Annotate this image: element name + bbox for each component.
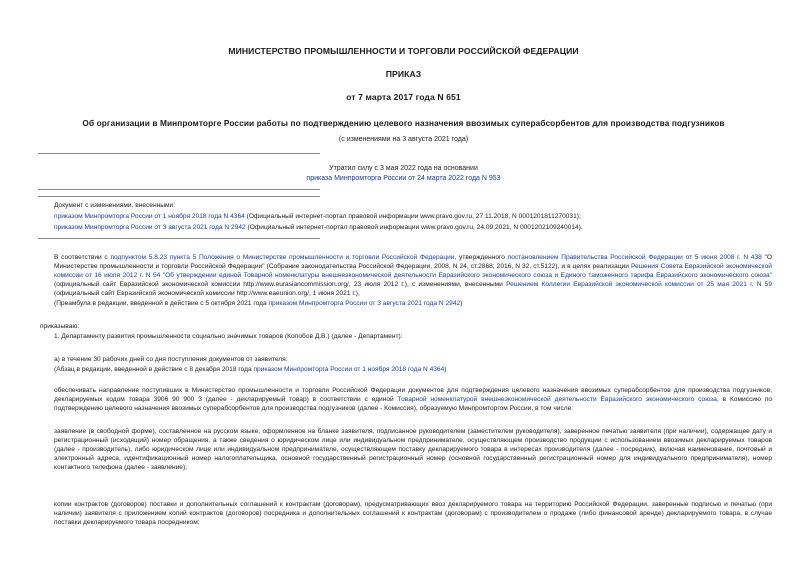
amendments-note: (с изменениями на 3 августа 2021 года) (338, 136, 469, 143)
preamble-link-decree[interactable]: постановлением Правительства Российской Федерации от 5 июня 2008 г. N 438 (507, 254, 762, 261)
doc-type-heading: ПРИКАЗ (385, 69, 422, 79)
change-item-1 (54, 212, 581, 221)
divider (38, 238, 320, 239)
change-item-2 (54, 223, 583, 232)
ensure-text: , в Комиссию по подтверждению целевого назначения ввозимых суперабсорбентов для производства подгузников (далее - Комиссия), образуемую Минпромторгом России, в том числе: (54, 396, 772, 412)
ensure-link-tnved[interactable]: Товарной номенклатурой внешнеэкономической деятельности Евразийского экономического союза (397, 396, 717, 403)
order-word: приказываю: (40, 323, 80, 330)
date-number-heading: от 7 марта 2017 года N 651 (346, 92, 461, 102)
abzac-link[interactable]: приказом Минпромторга России от 1 ноября 2018 года N 4364 (253, 366, 445, 373)
divider (38, 189, 320, 190)
preamble-link-statute[interactable]: подпунктом 5.8.23 пункта 5 Положения о Министерстве промышленности и торговли Российской Федерации (110, 254, 455, 261)
preamble-text: , утвержденного (454, 254, 508, 261)
changes-heading: Документ с изменениями, внесенными: (54, 202, 176, 209)
change-link-1[interactable]: приказом Минпромторга России от 1 ноября 2018 года N 4364 (54, 213, 245, 220)
change-text-1: (Официальный интернет-портал правовой информации www.pravo.gov.ru, 27.11.2018, N 0001201811270031); (244, 213, 581, 220)
edition-text: (Преамбула в редакции, введенной в действие с 5 октября 2021 года (54, 300, 269, 307)
item-1: 1. Департаменту развития промышленности социально значимых товаров (Колобов Д.В.) (далее - Департамент): (54, 333, 403, 340)
lost-force-line: Утратил силу с 3 мая 2022 года на основании (329, 165, 478, 172)
edition-end: ) (460, 300, 463, 307)
preamble-text: В соответствии с (54, 254, 111, 261)
lost-force-basis (0, 175, 807, 182)
basis-link[interactable]: приказа Минпромторга России от 24 марта 2022 года N 953 (306, 175, 501, 182)
document-title: Об организации в Минпромторге России работы по подтверждению целевого назначения ввозимых суперабсорбентов для производства подгузников (82, 118, 725, 128)
ministry-heading: МИНИСТЕРСТВО ПРОМЫШЛЕННОСТИ И ТОРГОВЛИ РОССИЙСКОЙ ФЕДЕРАЦИИ (228, 46, 579, 56)
change-link-2[interactable]: приказом Минпромторга России от 3 августа 2021 года N 2942 (54, 224, 246, 231)
preamble-text: "О Министерстве промышленности и торговли Российской Федерации" (Собрание законодательства Российской Федерации, 2008, N 24, ст.2868; 2016, N 32, ст.5122), и в целях реализации (54, 254, 773, 270)
preamble-paragraph (54, 253, 772, 298)
preamble-link-board-decision[interactable]: Решением Коллегии Евразийской экономической комиссии от 25 мая 2021 г. N 59 (506, 281, 772, 288)
ensure-paragraph (54, 386, 772, 413)
preamble-edition-note (54, 299, 462, 308)
item-a: а) в течение 30 рабочих дней со дня поступления документов от заявителя: (54, 356, 288, 363)
abzac-note (54, 365, 446, 374)
abzac-text: (Абзац в редакции, введенной в действие с 8 декабря 2018 года (54, 366, 254, 373)
divider (38, 196, 320, 197)
preamble-text: (официальный сайт Евразийской экономической комиссии http://www.eaeunion.org/, 1 июня 2021 г.), (54, 290, 360, 297)
application-paragraph: заявление (в свободной форме), составленное на русском языке, оформленное на бланке заявителя, подписанное руководителем (заместителем руководителя), заверенное печатью заявителя (при наличии), содержащее дату и регистрационный (исходящий) номер обращения, а также сведения о юридическом лице или индивидуальном предпринимателе, осуществляющем производство продукции с использованием ввозимых декларируемых товаров (далее - производитель), либо юридическом лице или индивидуальном предпринимателе, осуществляющем поставку декларируемого товара в интересах производителя (далее - посредник), включая наименование, почтовый и электронный адреса, идентификационный номер налогоплательщика, основной государственный регистрационный номер (основной государственный регистрационный номер для индивидуального предпринимателя), номер контактного телефона (далее - заявление); (54, 428, 772, 471)
divider (38, 153, 320, 154)
abzac-end: ) (444, 366, 447, 373)
copies-paragraph: копии контрактов (договоров) поставки и дополнительных соглашений к контрактам (договорам), предусматривающих ввоз декларируемого товара на территорию Российской Федерации, заверенные подписью и печатью (при наличии) заявителя с приложением копий контрактов (договоров) посредника и дополнительных соглашений к контрактам (договорам) с производителем о продаже (либо финансовой аренде) декларируемого товара, в случае поставки декларируемого товара посредником; (54, 501, 772, 526)
ensure-text: обеспечивать направление поступивших в Министерство промышленности и торговли Российской Федерации документов для подтверждения целевого назначения ввозимых суперабсорбентов для производства подгузников, декларируемых кодом товара 3906 90 900 3 (далее - декларируемый товар) в соответствии с единой (54, 387, 772, 403)
change-text-2: (Официальный интернет-портал правовой информации www.pravo.gov.ru, 24.09.2021, N 0001202109240014). (245, 224, 583, 231)
preamble-link-council-decision[interactable]: Решения Совета Евразийской экономической комиссии от 16 июля 2012 г. N 54 "Об утверждении единой Товарной номенклатуры внешнеэкономической деятельности Евразийского экономического союза и Единого таможенного тарифа Евразийского экономического союза" (54, 263, 772, 279)
preamble-text: (официальный сайт Евразийской экономической комиссии http://www.eurasiancommission.org/, 23 июля 2012 г.), с изменениями, внесенными (54, 281, 507, 288)
edition-link[interactable]: приказом Минпромторга России от 3 августа 2021 года N 2942 (268, 300, 461, 307)
